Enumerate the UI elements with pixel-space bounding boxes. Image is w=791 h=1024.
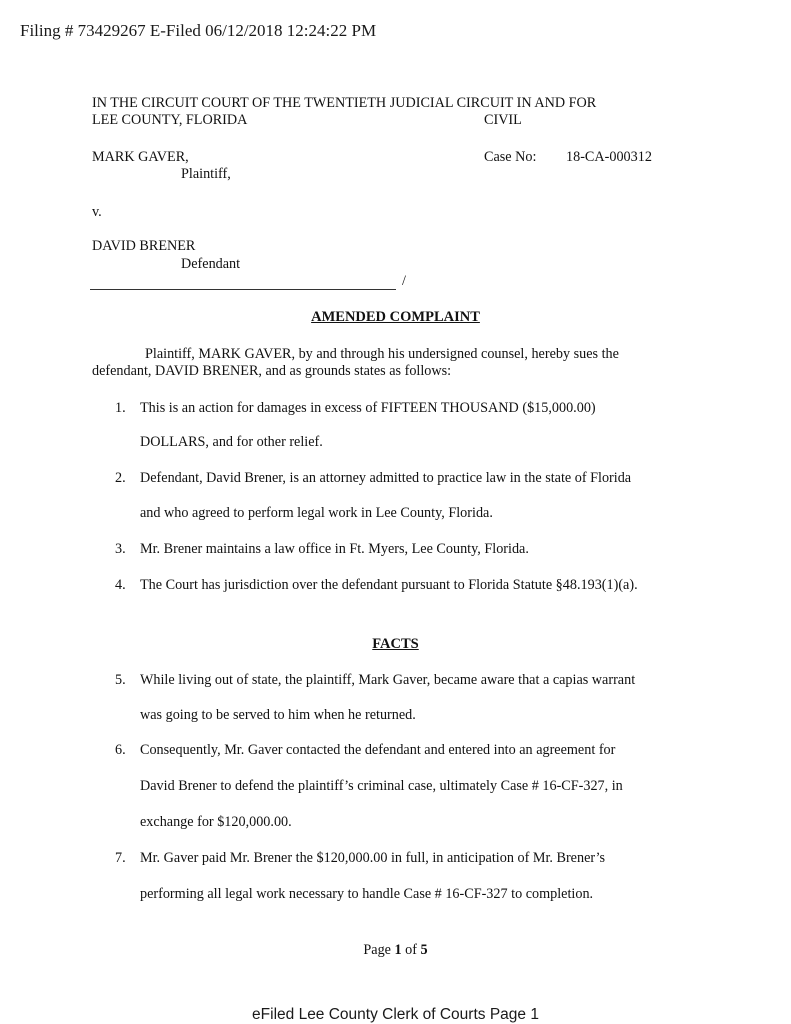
caption-slash: /	[402, 273, 406, 289]
page-prefix: Page	[363, 942, 391, 958]
item-text: Consequently, Mr. Gaver contacted the defendant and entered into an agreement for	[140, 742, 616, 758]
court-line-2-county: LEE COUNTY, FLORIDA	[92, 112, 248, 128]
court-line-1: IN THE CIRCUIT COURT OF THE TWENTIETH JUDICIAL CIRCUIT IN AND FOR	[92, 95, 597, 111]
item-text: The Court has jurisdiction over the defendant pursuant to Florida Statute §48.193(1)(a).	[140, 577, 638, 593]
intro-line-2: defendant, DAVID BRENER, and as grounds states as follows:	[92, 363, 452, 379]
item-number: 4.	[115, 577, 126, 593]
page-number	[0, 942, 791, 959]
facts-heading: FACTS	[372, 636, 419, 652]
intro-line-1: Plaintiff, MARK GAVER, by and through his undersigned counsel, hereby sues the	[145, 346, 619, 362]
document-title: AMENDED COMPLAINT	[311, 309, 480, 325]
item-text: Defendant, David Brener, is an attorney admitted to practice law in the state of Florida	[140, 470, 632, 486]
item-text-cont: exchange for $120,000.00.	[140, 814, 292, 830]
item-number: 5.	[115, 672, 126, 688]
page-total: 5	[420, 942, 428, 958]
item-number: 2.	[115, 470, 126, 486]
item-text: Mr. Brener maintains a law office in Ft. Myers, Lee County, Florida.	[140, 541, 529, 557]
plaintiff-role: Plaintiff,	[181, 166, 231, 182]
defendant-role: Defendant	[181, 256, 241, 272]
item-text: This is an action for damages in excess of FIFTEEN THOUSAND ($15,000.00)	[140, 400, 596, 416]
item-text: Mr. Gaver paid Mr. Brener the $120,000.00 in full, in anticipation of Mr. Brener’s	[140, 850, 606, 866]
plaintiff-name: MARK GAVER,	[92, 149, 189, 165]
page-current: 1	[394, 942, 402, 958]
case-no-value: 18-CA-000312	[566, 149, 652, 165]
versus: v.	[92, 204, 102, 220]
item-text: While living out of state, the plaintiff, Mark Gaver, became aware that a capias warrant	[140, 672, 636, 688]
item-text-cont: DOLLARS, and for other relief.	[140, 434, 323, 450]
item-text-cont: and who agreed to perform legal work in Lee County, Florida.	[140, 505, 493, 521]
item-number: 1.	[115, 400, 126, 416]
efiled-footer: eFiled Lee County Clerk of Courts Page 1	[252, 1006, 539, 1023]
item-number: 6.	[115, 742, 126, 758]
caption-rule	[90, 289, 396, 290]
item-text-cont: performing all legal work necessary to handle Case # 16-CF-327 to completion.	[140, 886, 594, 902]
defendant-name: DAVID BRENER	[92, 238, 196, 254]
case-no-label: Case No:	[484, 149, 537, 165]
item-number: 3.	[115, 541, 126, 557]
page-of: of	[405, 942, 417, 958]
item-text-cont: David Brener to defend the plaintiff’s criminal case, ultimately Case # 16-CF-327, in	[140, 778, 623, 794]
filing-stamp: Filing # 73429267 E-Filed 06/12/2018 12:24:22 PM	[20, 21, 377, 40]
court-division: CIVIL	[484, 112, 522, 128]
item-number: 7.	[115, 850, 126, 866]
item-text-cont: was going to be served to him when he returned.	[140, 707, 416, 723]
